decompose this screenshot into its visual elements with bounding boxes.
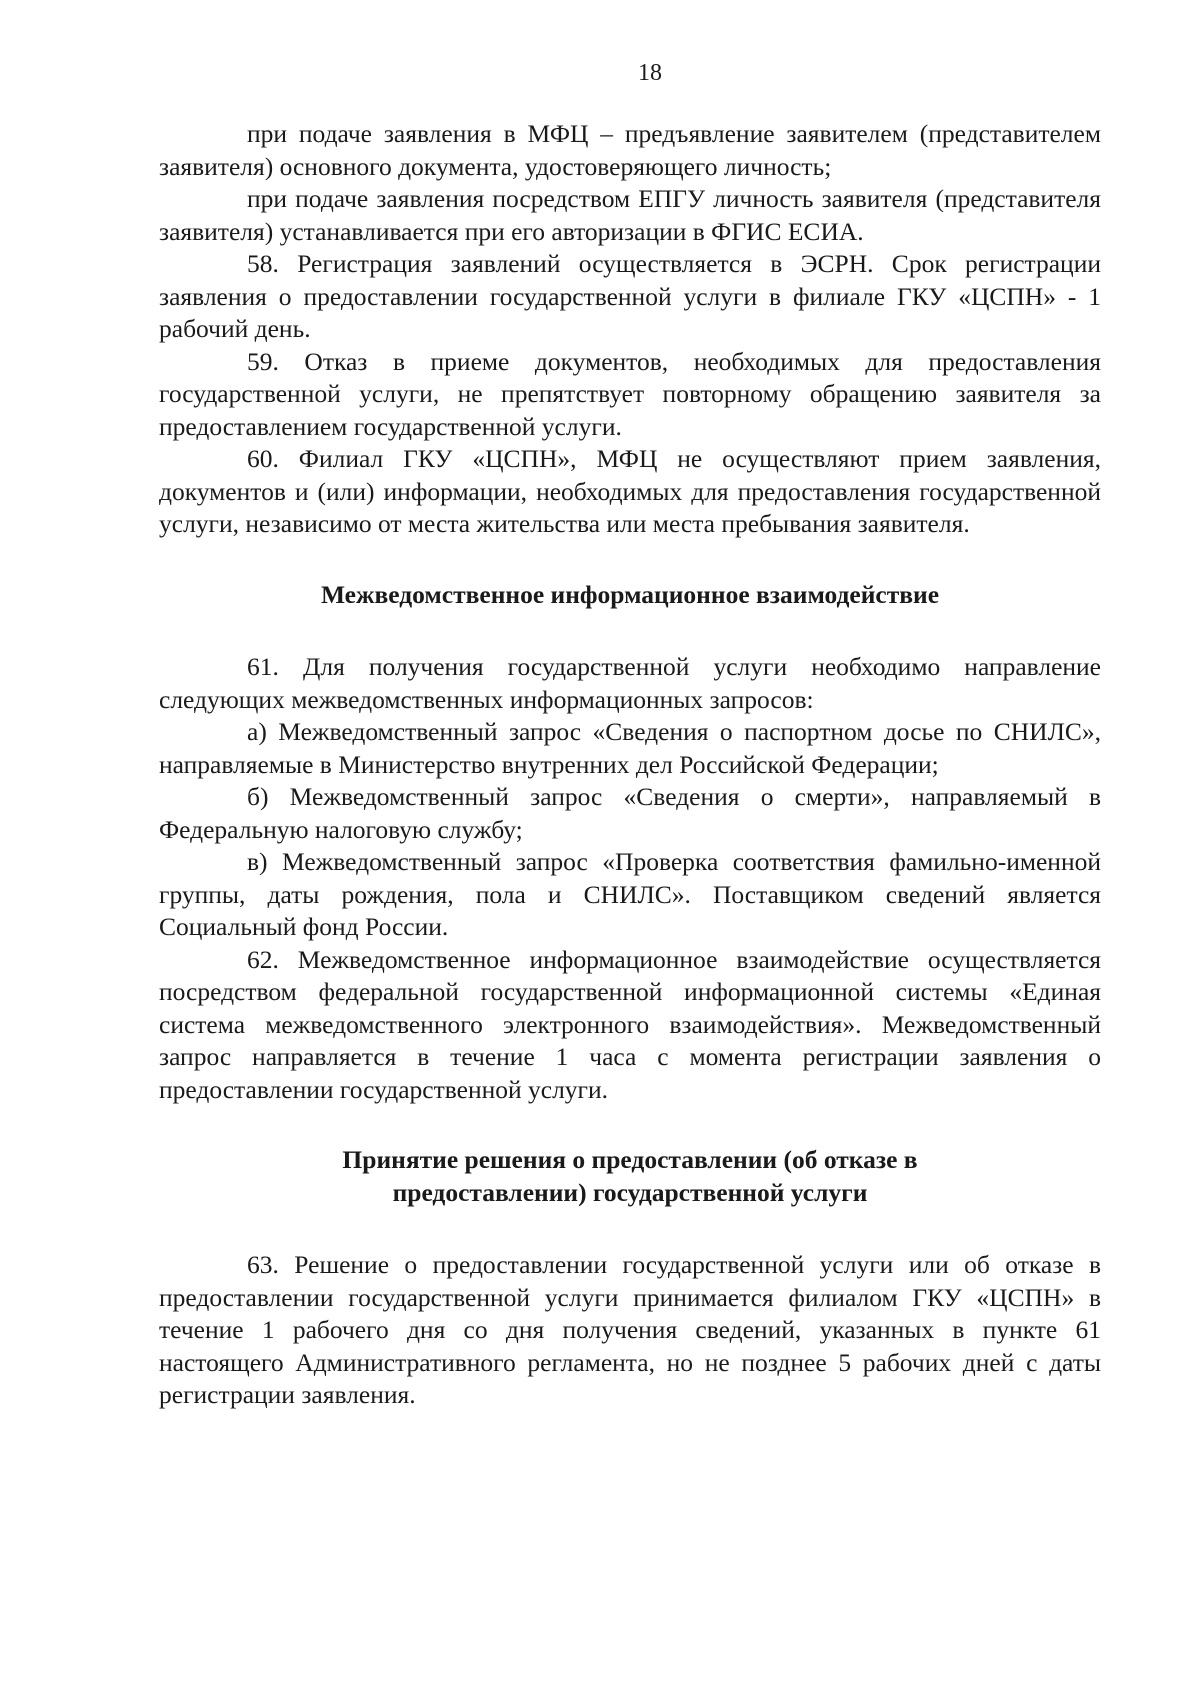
page-number: 18: [638, 60, 662, 86]
paragraph-62: 62. Межведомственное информационное взаимодействие осуществляется посредством федеральной государственной информационной системы «Единая система межведомственного электронного взаимодействия». Межведомственный запрос направляется в течение 1 часа с момента регистрации заявления о предоставлении государственной услуги.: [159, 944, 1101, 1104]
section-heading-decision-line2: предоставлении) государственной услуги: [392, 1177, 868, 1207]
paragraph-60: 60. Филиал ГКУ «ЦСПН», МФЦ не осуществляют прием заявления, документов и (или) информации, необходимых для предоставления государственной услуги, независимо от места жительства или места пребывания заявителя.: [159, 444, 1101, 538]
paragraph-61-v: в) Межведомственный запрос «Проверка соответствия фамильно-именной группы, даты рождения, пола и СНИЛС». Поставщиком сведений является Социальный фонд России.: [159, 847, 1101, 941]
section-heading-decision-line1: Принятие решения о предоставлении (об отказе в: [342, 1145, 918, 1174]
section-heading-interagency: Межведомственное информационное взаимодействие: [320, 579, 940, 609]
section-heading-decision: [159, 1144, 1101, 1209]
paragraph-61-b: б) Межведомственный запрос «Сведения о смерти», направляемый в Федеральную налоговую службу;: [159, 782, 1101, 844]
paragraph-61-a: а) Межведомственный запрос «Сведения о паспортном досье по СНИЛС», направляемые в Министерство внутренних дел Российской Федерации;: [159, 717, 1101, 779]
paragraph-59: 59. Отказ в приеме документов, необходимых для предоставления государственной услуги, не препятствует повторному обращению заявителя за предоставлением государственной услуги.: [159, 346, 1101, 441]
paragraph-61: 61. Для получения государственной услуги необходимо направление следующих межведомственных информационных запросов:: [159, 652, 1101, 714]
document-page: [159, 58, 1101, 1412]
paragraph-mfc-identity: при подаче заявления в МФЦ – предъявление заявителем (представителем заявителя) основного документа, удостоверяющего личность;: [159, 119, 1101, 181]
paragraph-58: 58. Регистрация заявлений осуществляется в ЭСРН. Срок регистрации заявления о предоставлении государственной услуги в филиале ГКУ «ЦСПН» - 1 рабочий день.: [159, 249, 1101, 343]
paragraph-epgu-identity: при подаче заявления посредством ЕПГУ личность заявителя (представителя заявителя) устанавливается при его авторизации в ФГИС ЕСИА.: [159, 184, 1101, 246]
paragraph-63: 63. Решение о предоставлении государственной услуги или об отказе в предоставлении государственной услуги принимается филиалом ГКУ «ЦСПН» в течение 1 рабочего дня со дня получения сведений, указанных в пункте 61 настоящего Административного регламента, но не позднее 5 рабочих дней с даты регистрации заявления.: [159, 1250, 1101, 1409]
